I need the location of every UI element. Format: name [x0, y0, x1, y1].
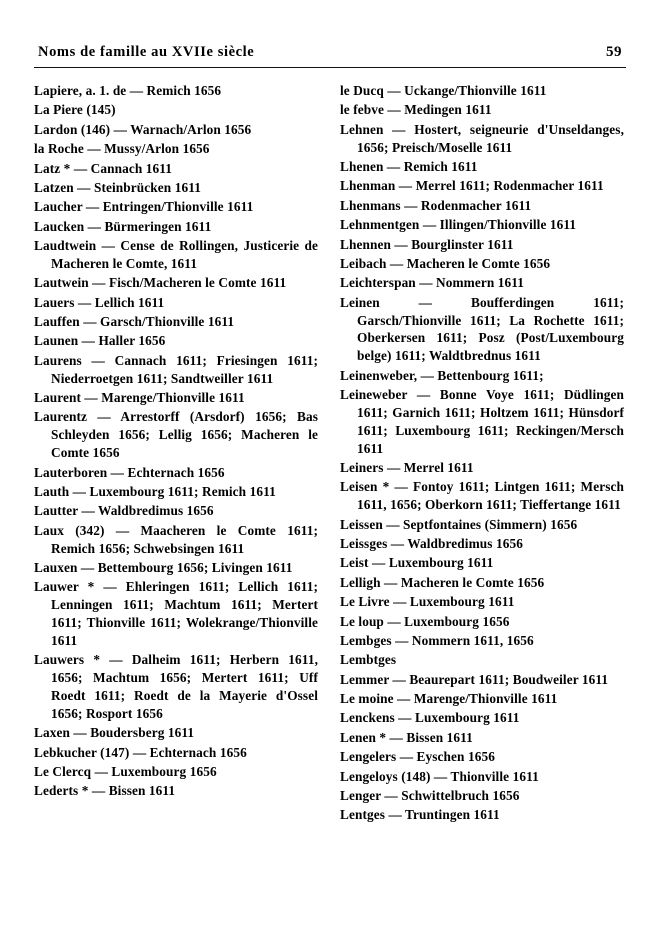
left-column	[34, 82, 318, 802]
entry: Laucken — Bürmeringen 1611	[34, 218, 212, 234]
entry: Leissen — Septfontaines (Simmern) 1656	[340, 516, 578, 532]
entry: Lenger — Schwittelbruch 1656	[340, 787, 520, 803]
page-number: 59	[606, 44, 622, 60]
entry: Lauth — Luxembourg 1611; Remich 1611	[34, 483, 276, 499]
entry: Lebkucher (147) — Echternach 1656	[34, 744, 247, 760]
entry: Lengelers — Eyschen 1656	[340, 749, 495, 765]
entry: Lenen * — Bissen 1611	[340, 729, 473, 745]
entry: Lentges — Truntingen 1611	[340, 807, 500, 823]
entry: Lederts * — Bissen 1611	[34, 783, 176, 799]
entry: Lembges — Nommern 1611, 1656	[340, 632, 534, 648]
entry: Lembtges	[340, 652, 397, 668]
entry: Lapiere, a. 1. de — Remich 1656	[34, 83, 222, 98]
entry: Latz * — Cannach 1611	[34, 160, 173, 176]
entry: Latzen — Steinbrücken 1611	[34, 179, 201, 195]
entry: Lenckens — Luxembourg 1611	[340, 710, 520, 726]
entry: Leineweber — Bonne Voye 1611; Düdlingen 1611; Garnich 1611; Holtzem 1611; Hünsdorf 1611; Luxembourg 1611; Reckingen/Mersch 1611	[340, 387, 624, 456]
entry: Lengeloys (148) — Thionville 1611	[340, 768, 539, 784]
columns-container	[34, 82, 626, 826]
entry: Lauwer * — Ehleringen 1611; Lellich 1611; Lenningen 1611; Machtum 1611; Mertert 1611; Thionville 1611; Wolekrange/Thionville 1611	[34, 579, 318, 648]
entry: Lhenmans — Rodenmacher 1611	[340, 197, 532, 213]
entry: Lhennen — Bourglinster 1611	[340, 236, 514, 252]
entry: Lhenen — Remich 1611	[340, 159, 478, 174]
entry: la Roche — Mussy/Arlon 1656	[34, 141, 210, 157]
entry: Laudtwein — Cense de Rollingen, Justicerie de Macheren le Comte, 1611	[34, 238, 318, 271]
entry: Leist — Luxembourg 1611	[340, 555, 494, 571]
entry: le febve — Medingen 1611	[340, 102, 492, 118]
entry: Lauwers * — Dalheim 1611; Herbern 1611, 1656; Machtum 1656; Mertert 1611; Uff Roedt 1611; Roedt de la Mayerie d'Ossel 1656; Rosport 1656	[34, 652, 318, 721]
entry: Le loup — Luxembourg 1656	[340, 613, 510, 629]
entry: Lardon (146) — Warnach/Arlon 1656	[34, 121, 252, 137]
entry: Launen — Haller 1656	[34, 333, 166, 349]
entry: Laxen — Boudersberg 1611	[34, 725, 195, 741]
entry: Leinen — Boufferdingen 1611; Garsch/Thionville 1611; La Rochette 1611; Oberkersen 1611; Posz (Post/Luxembourg belge) 1611; Waldtbrednus 1611	[340, 294, 624, 364]
entry: La Piere (145)	[34, 102, 116, 118]
entry: Leisen * — Fontoy 1611; Lintgen 1611; Mersch 1611, 1656; Oberkorn 1611; Tieffertange 1611	[340, 479, 624, 513]
entry: Laucher — Entringen/Thionville 1611	[34, 199, 254, 215]
entry: Lehnen — Hostert, seigneurie d'Unseldanges, 1656; Preisch/Moselle 1611	[340, 121, 624, 155]
entry: Lauxen — Bettembourg 1656; Livingen 1611	[34, 559, 293, 575]
entry: Leissges — Waldbredimus 1656	[340, 536, 523, 551]
entry: Lauffen — Garsch/Thionville 1611	[34, 314, 235, 329]
entry: Laurent — Marenge/Thionville 1611	[34, 390, 245, 405]
right-column	[340, 82, 624, 826]
entry: Le Livre — Luxembourg 1611	[340, 594, 515, 610]
entry: Laurentz — Arrestorff (Arsdorf) 1656; Bas Schleyden 1656; Lellig 1656; Macheren le Comte 1656	[34, 409, 318, 461]
entry: Leiners — Merrel 1611	[340, 460, 474, 475]
entry: Le moine — Marenge/Thionville 1611	[340, 691, 558, 706]
entry: Lautwein — Fisch/Macheren le Comte 1611	[34, 275, 287, 291]
entry: Lehnmentgen — Illingen/Thionville 1611	[340, 217, 577, 233]
entry: Laurens — Cannach 1611; Friesingen 1611; Niederroetgen 1611; Sandtweiller 1611	[34, 352, 318, 386]
page-title: Noms de famille au XVIIe siècle	[38, 44, 255, 60]
entry: Leichterspan — Nommern 1611	[340, 275, 525, 291]
entry: Leibach — Macheren le Comte 1656	[340, 255, 551, 271]
entry: Lemmer — Beaurepart 1611; Boudweiler 1611	[340, 671, 609, 687]
entry: Lauterboren — Echternach 1656	[34, 464, 225, 480]
entry: Leinenweber, — Bettenbourg 1611;	[340, 367, 544, 383]
page-header	[34, 44, 626, 68]
entry: Lauers — Lellich 1611	[34, 294, 165, 310]
entry: Le Clercq — Luxembourg 1656	[34, 764, 217, 779]
entry: Lautter — Waldbredimus 1656	[34, 503, 214, 519]
entry: Lelligh — Macheren le Comte 1656	[340, 574, 545, 590]
entry: Lhenman — Merrel 1611; Rodenmacher 1611	[340, 178, 604, 194]
entry: le Ducq — Uckange/Thionville 1611	[340, 83, 547, 98]
entry: Laux (342) — Maacheren le Comte 1611; Remich 1656; Schwebsingen 1611	[34, 522, 318, 556]
